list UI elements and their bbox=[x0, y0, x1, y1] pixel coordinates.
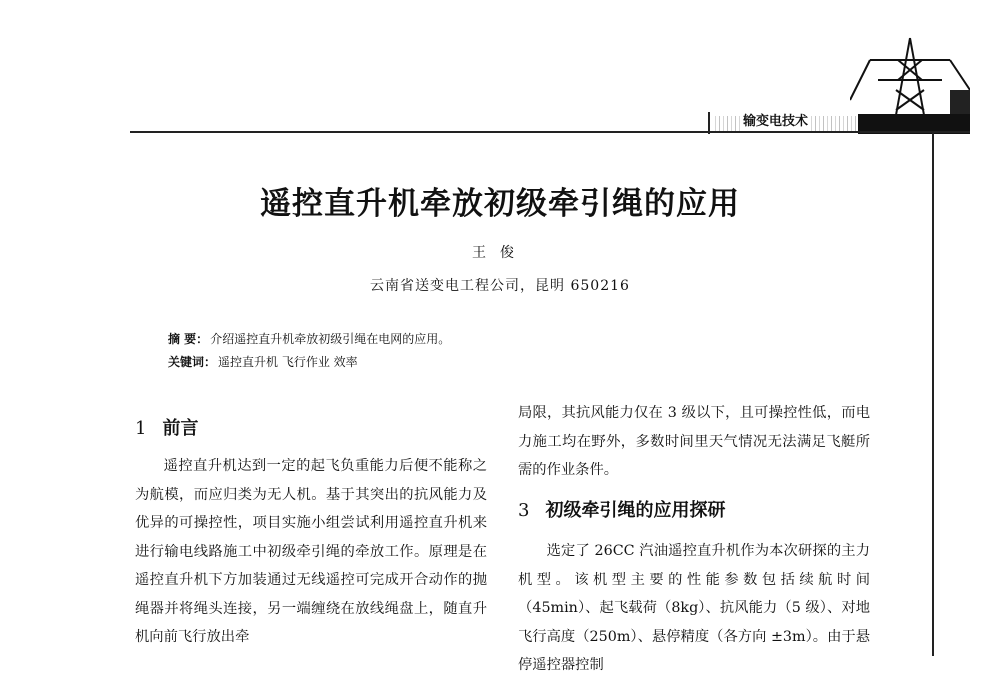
section-3-paragraph: 选定了 26CC 汽油遥控直升机作为本次研探的主力机型。该机型主要的性能参数包括续航时间（45min）、起飞载荷（8kg）、抗风能力（5 级）、对地飞行高度（250m）、悬停精度（各方向 ±3m）。由于悬停遥控器控制 bbox=[518, 543, 870, 673]
abstract-label: 摘 要： bbox=[168, 332, 209, 346]
header-rule bbox=[130, 131, 970, 133]
section-title: 前言 bbox=[162, 418, 199, 439]
article-title: 遥控直升机牵放初级牵引绳的应用 bbox=[260, 186, 740, 222]
abstract-text: 介绍遥控直升机牵放初级引绳在电网的应用。 bbox=[210, 332, 451, 346]
section-title: 初级牵引绳的应用探研 bbox=[545, 500, 726, 521]
section-heading-1 bbox=[135, 414, 198, 440]
continued-paragraph: 局限，其抗风能力仅在 3 级以下，且可操控性低，而电力施工均在野外，多数时间里天气情况无法满足飞艇所需的作业条件。 bbox=[518, 405, 870, 478]
section-1-paragraph: 遥控直升机达到一定的起飞负重能力后便不能称之为航模，而应归类为无人机。基于其突出的抗风能力及优异的可操控性，项目实施小组尝试利用遥控直升机来进行输电线路施工中初级牵引绳的牵放工作。原理是在遥控直升机下方加装通过无线遥控可完成开合动作的抛绳器并将绳头连接，另一端缠绕在放线绳盘上，随直升机向前飞行放出牵 bbox=[135, 458, 487, 645]
abstract bbox=[168, 330, 450, 347]
author: 王俊 bbox=[472, 245, 528, 261]
keywords-text: 遥控直升机 飞行作业 效率 bbox=[218, 355, 358, 369]
section-label: 输变电技术 bbox=[740, 112, 811, 132]
section-number: 3 bbox=[518, 500, 530, 521]
section-heading-3 bbox=[518, 496, 725, 522]
keywords bbox=[168, 353, 358, 370]
keywords-label: 关键词： bbox=[168, 355, 217, 369]
affiliation: 云南省送变电工程公司，昆明 650216 bbox=[370, 278, 630, 294]
section-number: 1 bbox=[135, 418, 147, 439]
